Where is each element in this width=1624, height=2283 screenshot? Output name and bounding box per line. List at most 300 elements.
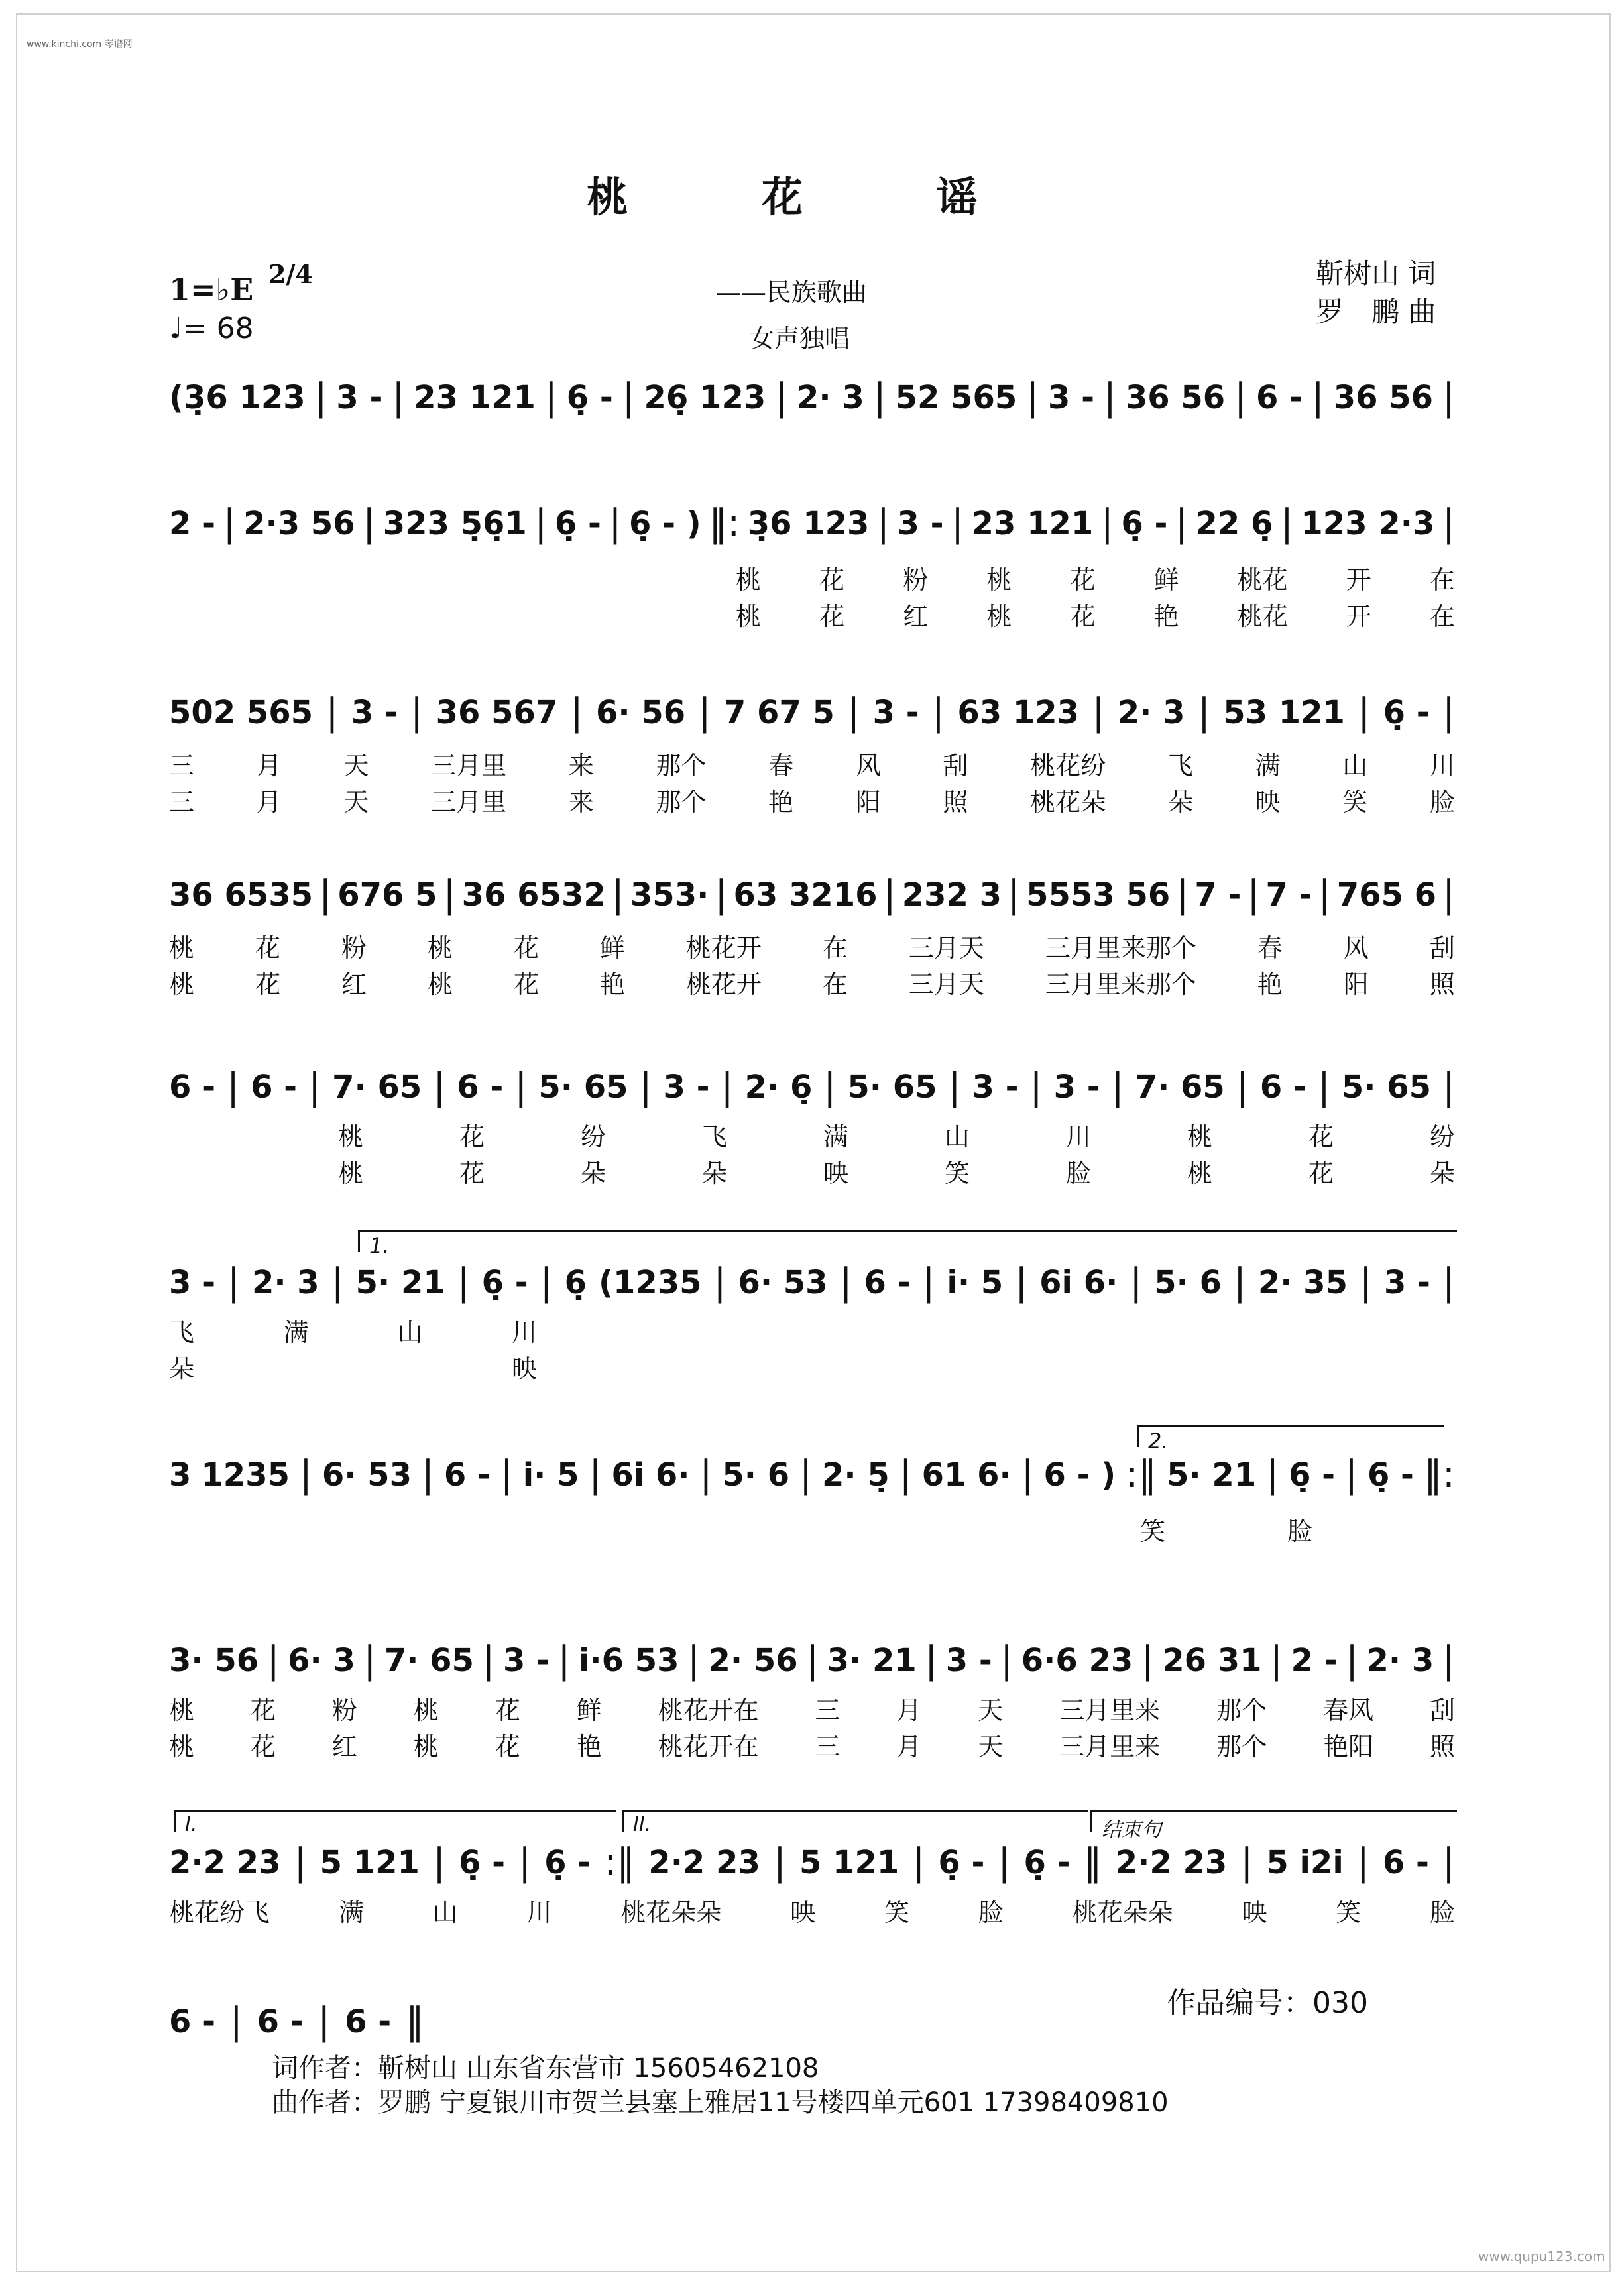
key-signature: 1=♭E bbox=[169, 272, 254, 308]
lyric-word: 天 bbox=[343, 751, 369, 780]
lyricist-contact: 词作者：靳树山 山东省东营市 15605462108 bbox=[272, 2053, 819, 2083]
lyric-word: 飞 bbox=[1167, 751, 1193, 780]
note-group: 3· 21 bbox=[827, 1642, 917, 1679]
barline: | bbox=[639, 1065, 652, 1108]
performance-note: 女声独唱 bbox=[749, 324, 850, 353]
barline: | bbox=[227, 1261, 240, 1304]
note-group: 5· 6 bbox=[1154, 1264, 1222, 1301]
note-group: 23 121 bbox=[414, 379, 536, 416]
lyric-word: 川 bbox=[526, 1898, 552, 1927]
barline: | bbox=[806, 1639, 819, 1682]
note-group: 5· 21 bbox=[355, 1264, 445, 1301]
notation-system bbox=[169, 1641, 1455, 1680]
barline: | bbox=[847, 691, 860, 734]
barline: | bbox=[1026, 376, 1039, 419]
lyric-word: 映 bbox=[1242, 1898, 1267, 1927]
lyric-word: 桃花朵朵 bbox=[1072, 1898, 1173, 1927]
note-group: 2· 6̣ bbox=[744, 1069, 813, 1106]
barline: | bbox=[899, 1453, 912, 1496]
barline: | bbox=[518, 1841, 532, 1884]
barline: | bbox=[443, 873, 456, 916]
barline: | bbox=[1442, 1841, 1455, 1884]
note-group: 5 121 bbox=[319, 1844, 420, 1881]
lyric-line bbox=[169, 1896, 1455, 1929]
barline: | bbox=[1240, 1841, 1253, 1884]
note-group: 123 2·3 bbox=[1301, 505, 1435, 542]
note-group: 3 - bbox=[169, 1264, 216, 1301]
lyric-word: 桃 bbox=[169, 970, 195, 999]
note-group: 3· 56 bbox=[169, 1642, 259, 1679]
lyric-word: 山 bbox=[944, 1122, 970, 1151]
lyric-line bbox=[169, 749, 1455, 782]
barline: | bbox=[457, 1261, 470, 1304]
note-group: 36 56 bbox=[1333, 379, 1434, 416]
lyric-word: 开 bbox=[1346, 602, 1371, 631]
barline: | bbox=[433, 1841, 445, 1884]
lyric-word: 艳 bbox=[1153, 602, 1179, 631]
barline: | bbox=[1280, 502, 1293, 545]
volta-label: I. bbox=[185, 1813, 198, 1836]
lyric-word: 桃 bbox=[986, 602, 1012, 631]
lyric-word: 映 bbox=[1255, 788, 1281, 817]
barline: | bbox=[912, 1841, 925, 1884]
note-group: 6· 53 bbox=[321, 1456, 412, 1493]
barline: | bbox=[799, 1453, 812, 1496]
barline: | bbox=[227, 1065, 239, 1108]
lyric-word: 脸 bbox=[1065, 1159, 1091, 1188]
note-group: 1235 bbox=[201, 1456, 290, 1493]
lyric-word: 春风 bbox=[1323, 1696, 1374, 1725]
barline: | bbox=[1021, 1453, 1034, 1496]
barline: | bbox=[1234, 376, 1247, 419]
notation-system bbox=[169, 1263, 1455, 1303]
barline: | bbox=[713, 1261, 726, 1304]
barline: ‖ bbox=[405, 2000, 424, 2043]
lyric-line bbox=[736, 600, 1455, 633]
lyric-word: 山 bbox=[397, 1318, 423, 1347]
lyric-word: 脸 bbox=[1429, 1898, 1455, 1927]
barline: | bbox=[1029, 1065, 1043, 1108]
lyric-word: 花 bbox=[819, 565, 845, 595]
barline: | bbox=[1442, 1261, 1455, 1304]
barline: | bbox=[570, 691, 583, 734]
lyric-word: 满 bbox=[1255, 751, 1281, 780]
note-group: i· 5 bbox=[522, 1456, 579, 1493]
note-group: 7· 65 bbox=[1135, 1069, 1225, 1106]
note-group: 6̣ - bbox=[481, 1264, 528, 1301]
note-group: 6 - bbox=[1255, 379, 1303, 416]
lyric-word: 那个 bbox=[656, 751, 707, 780]
lyric-word: 风 bbox=[855, 751, 881, 780]
lyric-line bbox=[169, 786, 1455, 819]
barline: | bbox=[951, 502, 964, 545]
barline: | bbox=[318, 2000, 331, 2043]
lyric-word: 艳 bbox=[599, 970, 625, 999]
note-group: 2·2 23 bbox=[1115, 1844, 1228, 1881]
note-group: 765 6 bbox=[1336, 876, 1436, 913]
note-group: 232 3 bbox=[901, 876, 1002, 913]
barline: | bbox=[922, 1261, 935, 1304]
lyric-word: 三月里 bbox=[431, 751, 507, 780]
note-group: 6̣ - bbox=[1023, 1844, 1071, 1881]
lyric-word: 花 bbox=[1308, 1122, 1334, 1151]
lyric-word: 花 bbox=[513, 933, 539, 963]
barline: | bbox=[534, 502, 548, 545]
lyric-word: 桃花开 bbox=[685, 933, 762, 963]
note-group: 6· 3 bbox=[288, 1642, 355, 1679]
lyric-word: 那个 bbox=[656, 788, 707, 817]
lyric-word: 三 bbox=[815, 1696, 841, 1725]
barline: | bbox=[319, 873, 332, 916]
note-group: 5· 6 bbox=[722, 1456, 790, 1493]
lyric-word: 桃花开 bbox=[685, 970, 762, 999]
barline: | bbox=[1141, 1639, 1154, 1682]
note-group: 36 6532 bbox=[461, 876, 606, 913]
composer-contact: 曲作者：罗鹏 宁夏银川市贺兰县塞上雅居11号楼四单元601 17398409810 bbox=[272, 2087, 1169, 2118]
lyric-word: 桃花 bbox=[1237, 602, 1288, 631]
lyric-word: 纷 bbox=[1429, 1122, 1455, 1151]
lyric-word: 纷 bbox=[580, 1122, 606, 1151]
barline: | bbox=[622, 376, 635, 419]
barline: | bbox=[363, 502, 376, 545]
barline: | bbox=[1442, 691, 1455, 734]
note-group: 6̣ - bbox=[938, 1844, 985, 1881]
lyric-word: 鲜 bbox=[599, 933, 625, 963]
watermark-text: www.kinchi.com 琴谱网 bbox=[27, 39, 133, 50]
lyric-word: 脸 bbox=[1287, 1517, 1312, 1546]
note-group: 6̣ - ) bbox=[628, 505, 701, 542]
barline: | bbox=[1234, 1261, 1246, 1304]
site-badge: www.qupu123.com bbox=[1478, 2249, 1605, 2264]
lyric-line bbox=[169, 1316, 537, 1349]
lyric-word: 阳 bbox=[855, 788, 881, 817]
lyric-word: 来 bbox=[568, 751, 594, 780]
volta-label: II. bbox=[633, 1813, 652, 1836]
barline: | bbox=[421, 1453, 434, 1496]
lyric-word: 桃 bbox=[427, 933, 453, 963]
lyric-word: 月 bbox=[896, 1732, 922, 1761]
barline: | bbox=[392, 376, 405, 419]
work-number: 作品编号：030 bbox=[1167, 1986, 1368, 2020]
lyric-word: 三月里 bbox=[431, 788, 507, 817]
note-group: 52 565 bbox=[895, 379, 1017, 416]
barline: | bbox=[1311, 376, 1324, 419]
time-signature bbox=[268, 259, 313, 289]
lyric-word: 飞 bbox=[701, 1122, 727, 1151]
notation-system bbox=[169, 875, 1455, 915]
note-group: 2· 3 bbox=[797, 379, 864, 416]
lyric-word: 天 bbox=[343, 788, 369, 817]
lyric-word: 鲜 bbox=[576, 1696, 602, 1725]
lyric-word: 阳 bbox=[1343, 970, 1369, 999]
barline: | bbox=[1236, 1065, 1249, 1108]
barline: | bbox=[1356, 1841, 1369, 1884]
song-title: 桃 花 谣 bbox=[587, 173, 1037, 221]
lyric-word: 朵 bbox=[701, 1159, 727, 1188]
lyric-word: 朵 bbox=[1429, 1159, 1455, 1188]
note-group: 2 - bbox=[169, 505, 216, 542]
lyric-word: 三月天 bbox=[908, 933, 984, 963]
note-group: 3 - bbox=[336, 379, 383, 416]
lyric-word: 桃花朵朵 bbox=[620, 1898, 722, 1927]
note-group: 2· 3 bbox=[251, 1264, 319, 1301]
lyric-word: 三 bbox=[169, 751, 195, 780]
barline: | bbox=[839, 1261, 852, 1304]
barline: | bbox=[325, 691, 339, 734]
barline: | bbox=[1358, 691, 1371, 734]
lyric-word: 飞 bbox=[169, 1318, 195, 1347]
note-group: 3 - bbox=[872, 694, 919, 731]
note-group: 23 121 bbox=[971, 505, 1094, 542]
lyric-word: 桃 bbox=[736, 602, 762, 631]
lyric-word: 桃 bbox=[169, 1696, 195, 1725]
lyric-word: 天 bbox=[978, 1732, 1004, 1761]
note-group: 5· 65 bbox=[538, 1069, 628, 1106]
note-group: 6 - bbox=[457, 1069, 504, 1106]
lyric-word: 在 bbox=[1429, 602, 1455, 631]
note-group: 3 - bbox=[972, 1069, 1019, 1106]
lyric-word: 鲜 bbox=[1153, 565, 1179, 595]
lyric-word: 花 bbox=[1070, 602, 1096, 631]
lyric-word: 映 bbox=[823, 1159, 848, 1188]
barline: | bbox=[1130, 1261, 1143, 1304]
lyric-word: 花 bbox=[494, 1696, 520, 1725]
lyric-word: 花 bbox=[459, 1159, 485, 1188]
lyric-word: 桃 bbox=[427, 970, 453, 999]
lyric-word: 三月里来 bbox=[1059, 1732, 1161, 1761]
note-group: 53 121 bbox=[1223, 694, 1345, 731]
note-group: 6 - bbox=[257, 2003, 304, 2040]
note-group: 353· bbox=[630, 876, 709, 913]
note-group: 3 - bbox=[945, 1642, 992, 1679]
note-group: 2·2 23 bbox=[648, 1844, 760, 1881]
note-group: 7 - bbox=[1194, 876, 1242, 913]
lyric-word: 桃花朵 bbox=[1030, 788, 1106, 817]
lyric-word: 那个 bbox=[1216, 1696, 1267, 1725]
barline: | bbox=[1247, 873, 1260, 916]
barline: | bbox=[873, 376, 886, 419]
lyric-word: 桃 bbox=[1187, 1122, 1212, 1151]
barline: | bbox=[948, 1065, 961, 1108]
volta-bracket bbox=[174, 1810, 616, 1836]
note-group: 2· 35 bbox=[1257, 1264, 1348, 1301]
composer-credit: 罗 鹏 曲 bbox=[1316, 296, 1436, 328]
volta-label: 1. bbox=[369, 1233, 390, 1258]
lyric-word: 月 bbox=[896, 1696, 922, 1725]
note-group: 6̣ bbox=[564, 1264, 587, 1301]
lyric-word: 桃 bbox=[736, 565, 762, 595]
lyric-word: 月 bbox=[256, 751, 282, 780]
barline: | bbox=[1176, 873, 1189, 916]
lyric-word: 桃 bbox=[169, 1732, 195, 1761]
barline: | bbox=[1266, 1453, 1279, 1496]
lyric-word: 笑 bbox=[1140, 1517, 1166, 1546]
lyric-word: 桃 bbox=[986, 565, 1012, 595]
note-group: 6 - bbox=[1382, 1844, 1429, 1881]
note-group: 3 - bbox=[1048, 379, 1095, 416]
barline: | bbox=[1270, 1639, 1283, 1682]
barline: | bbox=[1442, 376, 1455, 419]
lyric-word: 三月里来那个 bbox=[1045, 933, 1196, 963]
note-group: 2· 3 bbox=[1366, 1642, 1434, 1679]
barline: | bbox=[1442, 1065, 1455, 1108]
lyric-word: 映 bbox=[790, 1898, 816, 1927]
notation-system bbox=[169, 2002, 424, 2042]
lyric-word: 艳 bbox=[1257, 970, 1283, 999]
note-group: 5 121 bbox=[799, 1844, 899, 1881]
notation-system bbox=[169, 1455, 1455, 1495]
note-group: 63 123 bbox=[957, 694, 1080, 731]
lyric-word: 映 bbox=[511, 1354, 537, 1383]
barline: | bbox=[699, 1453, 713, 1496]
note-group: 61 6· bbox=[921, 1456, 1012, 1493]
note-group: 36 6535 bbox=[169, 876, 314, 913]
note-group: 6 - bbox=[345, 2003, 392, 2040]
note-group: 63 3216 bbox=[733, 876, 878, 913]
note-group: 6̣ - bbox=[566, 379, 613, 416]
note-group: 26̣ 123 bbox=[644, 379, 766, 416]
lyric-word: 三 bbox=[815, 1732, 841, 1761]
lyric-word: 桃花纷飞 bbox=[169, 1898, 270, 1927]
note-group: 3 - bbox=[897, 505, 944, 542]
lyric-word: 桃 bbox=[338, 1159, 364, 1188]
barline: | bbox=[500, 1453, 513, 1496]
lyric-word: 三月里来 bbox=[1059, 1696, 1161, 1725]
volta-bracket bbox=[1090, 1810, 1457, 1842]
barline: | bbox=[1442, 1639, 1455, 1682]
barline: | bbox=[557, 1639, 571, 1682]
lyric-word: 天 bbox=[978, 1696, 1004, 1725]
barline: | bbox=[698, 691, 711, 734]
lyric-word: 满 bbox=[283, 1318, 309, 1347]
lyric-word: 笑 bbox=[944, 1159, 970, 1188]
lyric-word: 笑 bbox=[1336, 1898, 1362, 1927]
lyric-word: 川 bbox=[511, 1318, 537, 1347]
tempo-marking: ♩= 68 bbox=[169, 312, 254, 345]
lyric-word: 春 bbox=[768, 751, 794, 780]
lyric-word: 那个 bbox=[1216, 1732, 1267, 1761]
lyric-word: 桃 bbox=[1187, 1159, 1212, 1188]
lyric-word: 粉 bbox=[903, 565, 929, 595]
volta-bracket bbox=[622, 1810, 1088, 1836]
lyric-word: 照 bbox=[1429, 970, 1455, 999]
barline: | bbox=[1346, 1639, 1358, 1682]
barline: | bbox=[1175, 502, 1188, 545]
lyric-word: 脸 bbox=[1429, 788, 1455, 817]
lyric-word: 粉 bbox=[331, 1696, 357, 1725]
lyric-word: 花 bbox=[494, 1732, 520, 1761]
lyric-word: 红 bbox=[903, 602, 929, 631]
barline: :‖ bbox=[604, 1841, 636, 1884]
note-group: 2· 3 bbox=[1117, 694, 1185, 731]
note-group: 7 67 5 bbox=[723, 694, 835, 731]
lyric-word: 山 bbox=[432, 1898, 458, 1927]
barline: | bbox=[715, 873, 728, 916]
barline: | bbox=[433, 1065, 446, 1108]
lyric-line bbox=[736, 563, 1455, 597]
note-group: 7· 65 bbox=[384, 1642, 474, 1679]
barline: | bbox=[998, 1841, 1011, 1884]
barline: | bbox=[1318, 873, 1331, 916]
barline: | bbox=[1345, 1453, 1358, 1496]
volta-bracket bbox=[1137, 1425, 1444, 1454]
note-group: 6·6 23 bbox=[1021, 1642, 1133, 1679]
barline: | bbox=[1104, 376, 1116, 419]
barline: | bbox=[299, 1453, 312, 1496]
barline: | bbox=[687, 1639, 700, 1682]
note-group: i·6 53 bbox=[578, 1642, 679, 1679]
lyric-line bbox=[169, 1730, 1455, 1763]
note-group: 6̣ - bbox=[1289, 1456, 1336, 1493]
barline: | bbox=[883, 873, 896, 916]
note-group: 3 - bbox=[502, 1642, 550, 1679]
volta-label: 结束句 bbox=[1102, 1818, 1161, 1842]
lyric-word: 笑 bbox=[1342, 788, 1368, 817]
lyric-word: 山 bbox=[1342, 751, 1368, 780]
lyric-word: 花 bbox=[513, 970, 539, 999]
lyric-word: 三月里来那个 bbox=[1045, 970, 1196, 999]
note-group: 6 - bbox=[443, 1456, 491, 1493]
lyric-line bbox=[169, 931, 1455, 965]
barline: | bbox=[314, 376, 327, 419]
lyricist-credit: 靳树山 词 bbox=[1316, 257, 1436, 290]
lyric-word: 红 bbox=[341, 970, 367, 999]
note-group: 6̣ - bbox=[554, 505, 601, 542]
lyric-line bbox=[169, 1694, 1455, 1727]
barline: | bbox=[482, 1639, 495, 1682]
note-group: 3̣6 123 bbox=[747, 505, 870, 542]
lyric-word: 满 bbox=[338, 1898, 364, 1927]
note-group: 2 - bbox=[1291, 1642, 1338, 1679]
note-group: 22 6̣ bbox=[1195, 505, 1273, 542]
lyric-word: 三月天 bbox=[908, 970, 984, 999]
lyric-word: 春 bbox=[1257, 933, 1283, 963]
barline: | bbox=[609, 502, 622, 545]
note-group: 3 - bbox=[663, 1069, 710, 1106]
lyric-line bbox=[169, 1352, 537, 1385]
note-group: 6̣ - bbox=[1367, 1456, 1414, 1493]
lyric-word: 脸 bbox=[978, 1898, 1004, 1927]
note-group: 26 31 bbox=[1162, 1642, 1262, 1679]
barline: | bbox=[775, 376, 788, 419]
barline: ‖: bbox=[709, 502, 740, 545]
lyric-word: 照 bbox=[943, 788, 968, 817]
barline: | bbox=[1317, 1065, 1330, 1108]
barline: :‖ bbox=[1126, 1453, 1157, 1496]
lyric-word: 开 bbox=[1346, 565, 1371, 595]
note-group: 3 bbox=[169, 1456, 192, 1493]
lyric-word: 红 bbox=[331, 1732, 357, 1761]
lyric-word: 花 bbox=[255, 933, 280, 963]
note-group: 5· 65 bbox=[847, 1069, 937, 1106]
notation-system bbox=[169, 504, 1455, 544]
note-group: 6 - bbox=[1259, 1069, 1306, 1106]
note-group: 2· 5̣ bbox=[821, 1456, 890, 1493]
barline: | bbox=[1008, 873, 1021, 916]
note-group: 5· 65 bbox=[1341, 1069, 1432, 1106]
note-group: 6· 53 bbox=[738, 1264, 828, 1301]
note-group: 6 - ) bbox=[1043, 1456, 1116, 1493]
note-group: 6 - bbox=[169, 2003, 216, 2040]
lyric-word: 桃 bbox=[413, 1732, 439, 1761]
note-group: (3̣6 123 bbox=[169, 379, 306, 416]
note-group: 323 5̣6̣1 bbox=[382, 505, 527, 542]
note-group: 36 567 bbox=[435, 694, 558, 731]
barline: | bbox=[1442, 873, 1455, 916]
lyric-word: 花 bbox=[1070, 565, 1096, 595]
lyric-word: 刮 bbox=[1429, 933, 1455, 963]
lyric-word: 在 bbox=[1429, 565, 1455, 595]
